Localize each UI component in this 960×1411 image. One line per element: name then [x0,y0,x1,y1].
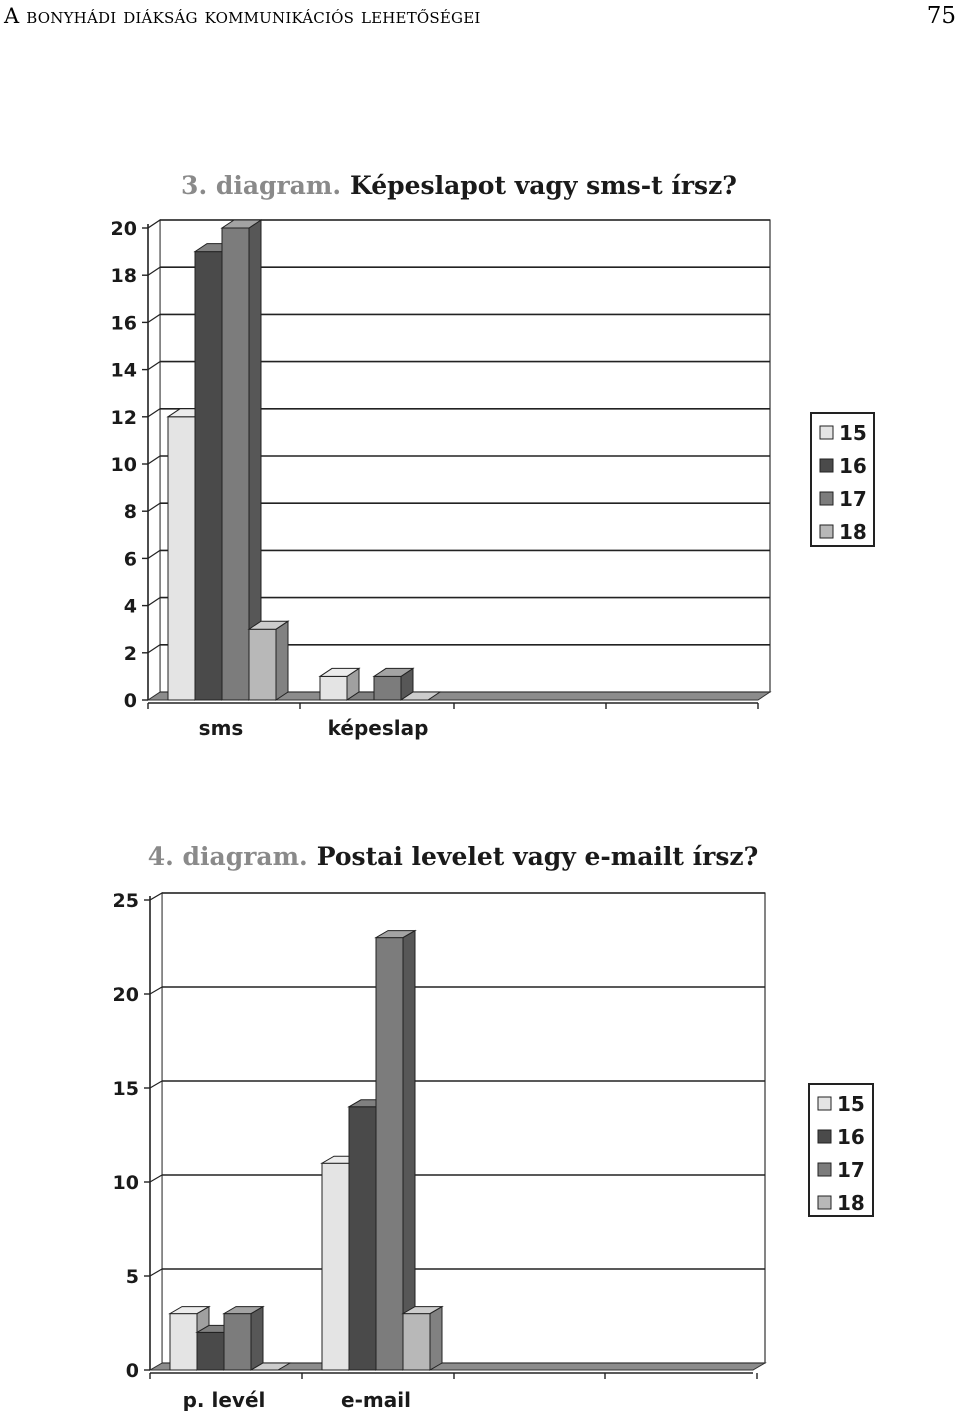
y-tick-label: 20 [112,984,139,1006]
bar-front [376,938,403,1370]
chart-side-wall [150,893,162,1370]
bar-front [170,1314,197,1370]
y-tick-label: 16 [110,312,137,335]
running-head: A bonyhádi diákság kommunikációs lehetőségei [4,4,481,28]
chart-back-wall [162,893,765,1363]
legend-swatch-17 [818,1163,831,1176]
y-tick-label: 10 [112,1172,139,1194]
legend-swatch-18 [818,1196,831,1209]
bar-front [403,1314,430,1370]
legend-label-16: 16 [839,454,867,478]
category-label: e-mail [341,1388,411,1411]
chart-title-number: 3. diagram. [181,171,342,200]
legend-label-15: 15 [839,421,867,445]
chart-title [181,171,737,200]
bar-front [195,252,222,700]
legend [809,1084,873,1216]
legend-label-16: 16 [837,1125,865,1149]
bar-17-p-lev-l [224,1307,263,1370]
legend-label-18: 18 [839,520,867,544]
y-tick-label: 4 [123,595,137,618]
y-tick-label: 10 [110,454,137,476]
bar-side [251,1307,263,1370]
bar-front [168,417,195,700]
chart-4-level-email [0,820,960,1411]
y-tick-label: 8 [123,501,137,524]
chart-title-question: Képeslapot vagy sms-t írsz? [350,171,737,200]
legend-label-15: 15 [837,1092,865,1116]
bar-18-e-mail [403,1307,442,1370]
chart-title-question: Postai levelet vagy e-mailt írsz? [316,842,759,871]
y-tick-label: 0 [125,1360,139,1382]
bar-side [403,931,415,1370]
bar-15-k-peslap [320,668,359,700]
bar-17-e-mail [376,931,415,1370]
bar-front [249,629,276,700]
y-tick-label: 25 [112,890,139,912]
bar-front [222,228,249,700]
bar-18-sms [249,621,288,700]
legend-swatch-15 [818,1097,831,1110]
y-tick-label: 2 [123,642,137,665]
page-number: 75 [926,3,956,29]
y-tick-label: 20 [110,218,137,240]
legend-swatch-15 [820,426,833,439]
chart-title-number: 4. diagram. [147,842,308,871]
legend-swatch-16 [818,1130,831,1143]
y-tick-label: 15 [112,1078,139,1100]
category-label: képeslap [327,716,429,740]
y-tick-label: 12 [110,406,137,429]
bar-side [276,621,288,700]
category-label: sms [198,716,244,740]
category-label: p. levél [182,1388,266,1411]
legend-swatch-17 [820,492,833,505]
bar-front [374,676,401,700]
bar-front [349,1107,376,1370]
legend-label-18: 18 [837,1191,865,1215]
y-tick-label: 18 [110,265,137,288]
chart-title [148,842,759,871]
y-tick-label: 0 [123,690,137,712]
legend-swatch-18 [820,525,833,538]
bar-front [320,676,347,700]
y-tick-label: 5 [125,1266,139,1288]
bar-front [197,1332,224,1370]
y-tick-label: 6 [123,548,137,571]
legend-swatch-16 [820,459,833,472]
y-tick-label: 14 [110,359,137,382]
bar-side [430,1307,442,1370]
legend [811,413,874,546]
legend-label-17: 17 [837,1158,865,1182]
bar-17-k-peslap [374,668,413,700]
legend-label-17: 17 [839,487,867,511]
chart-3-kepeslap-sms [0,150,960,750]
bar-front [322,1163,349,1370]
page-header [0,0,960,34]
bar-front [224,1314,251,1370]
